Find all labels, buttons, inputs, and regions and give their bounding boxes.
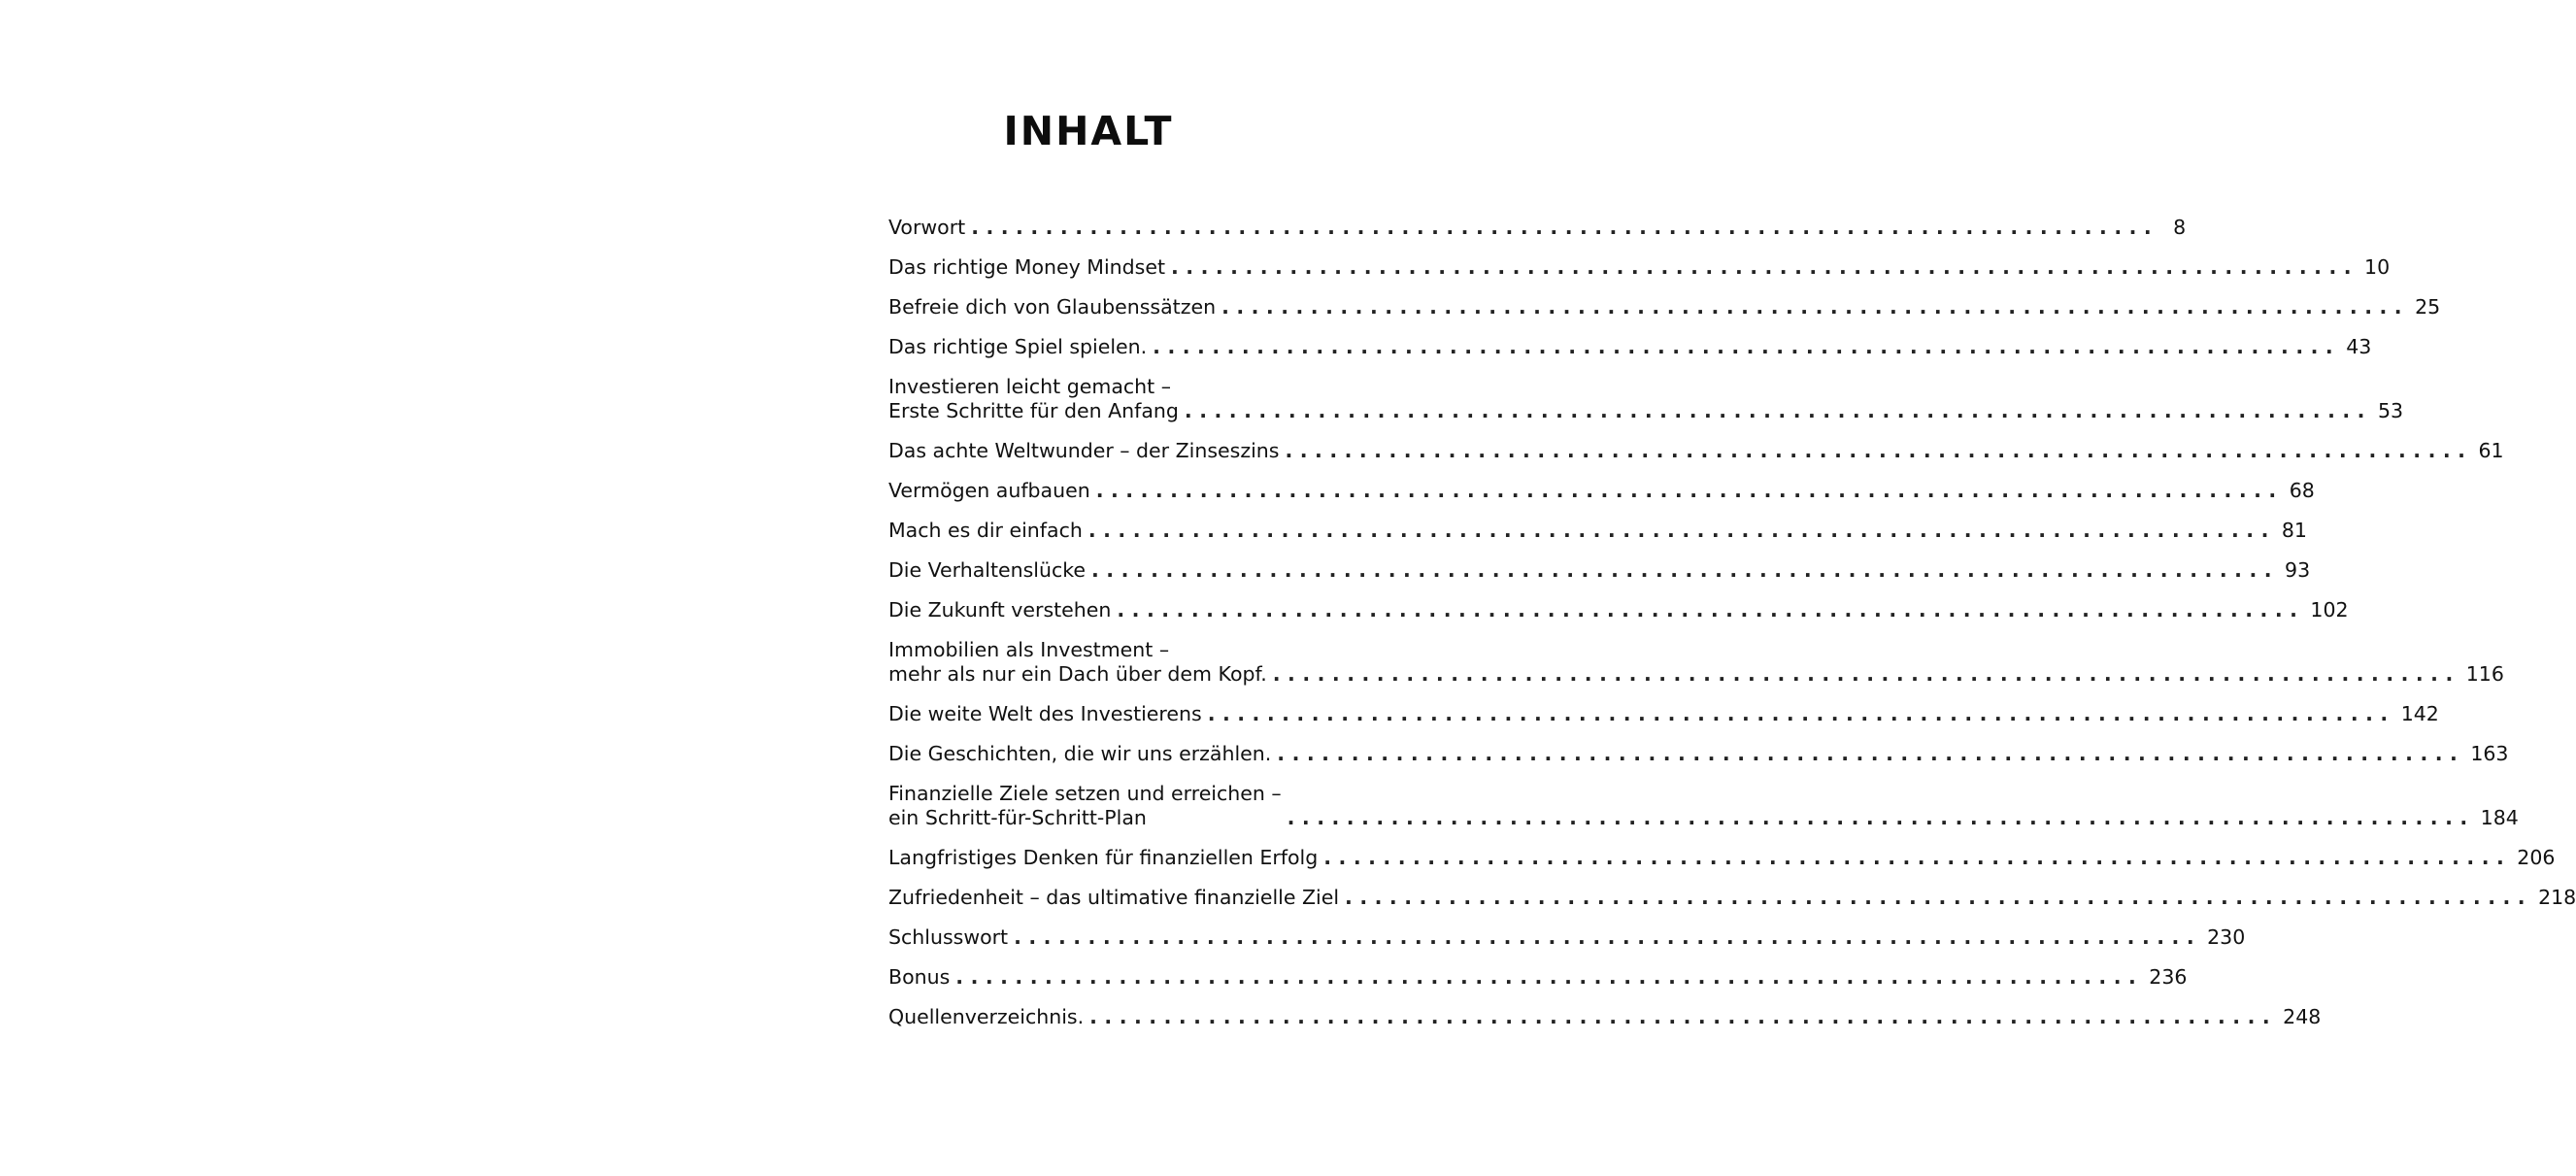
- toc-entry-title-line: Quellenverzeichnis.: [888, 1005, 1085, 1028]
- toc-entry-title-line: ein Schritt-für-Schritt-Plan: [888, 806, 1147, 829]
- toc-entry-page-number: 53: [2377, 399, 2404, 422]
- dot-leader: ................................................................................: [1221, 295, 2410, 319]
- dot-leader: ................................................................................: [1091, 558, 2280, 582]
- dot-leader: ................................................................................: [1117, 598, 2305, 622]
- dot-leader: ................................................................................: [971, 216, 2159, 239]
- toc-entry[interactable]: [888, 255, 2391, 280]
- toc-entry-title: [888, 638, 1267, 687]
- toc-entry[interactable]: [888, 479, 2315, 503]
- toc-entry[interactable]: [888, 742, 2509, 766]
- toc-entry-title: [888, 846, 1318, 870]
- dot-leader: ................................................................................: [1171, 255, 2359, 279]
- table-of-contents: [888, 216, 2576, 1045]
- toc-entry-title: [888, 558, 1086, 583]
- dot-leader: ................................................................................: [1323, 846, 2512, 869]
- toc-entry-title: [888, 702, 1202, 726]
- toc-entry-title-line: Finanzielle Ziele setzen und erreichen –: [888, 782, 1282, 805]
- toc-entry-page-number: 163: [2470, 742, 2509, 765]
- toc-entry-title: [888, 742, 1271, 766]
- toc-entry-title-line: Investieren leicht gemacht –: [888, 375, 1171, 398]
- toc-entry-page-number: 248: [2283, 1005, 2322, 1028]
- dot-leader: ................................................................................: [1287, 806, 2475, 829]
- toc-entry-title: [888, 335, 1147, 359]
- toc-entry-title: [888, 886, 1339, 910]
- toc-entry[interactable]: [888, 335, 2372, 359]
- toc-entry-title-line: Mach es dir einfach: [888, 519, 1083, 542]
- toc-entry[interactable]: [888, 519, 2307, 543]
- toc-entry-title: [888, 782, 1282, 830]
- toc-entry[interactable]: [888, 558, 2311, 583]
- toc-entry-title-line: Die weite Welt des Investierens: [888, 702, 1202, 725]
- toc-entry-title-line: Bonus: [888, 965, 951, 989]
- left-page-blank: [0, 0, 780, 1176]
- toc-entry-title-line: mehr als nur ein Dach über dem Kopf.: [888, 662, 1267, 686]
- dot-leader: ................................................................................: [1087, 519, 2276, 542]
- toc-entry-title-line: Die Verhaltenslücke: [888, 558, 1087, 582]
- toc-entry-title-line: Schlusswort: [888, 925, 1009, 949]
- dot-leader: ................................................................................: [955, 965, 2144, 989]
- toc-entry-title-line: Zufriedenheit – das ultimative finanzielle Ziel: [888, 886, 1340, 909]
- toc-entry-page-number: 8: [2173, 216, 2187, 239]
- toc-entry[interactable]: [888, 295, 2441, 319]
- toc-entry[interactable]: [888, 598, 2349, 622]
- dot-leader: ................................................................................: [1089, 1005, 2278, 1028]
- dot-leader: ................................................................................: [1345, 886, 2533, 909]
- toc-entry-page-number: 81: [2281, 519, 2307, 542]
- toc-entry[interactable]: [888, 702, 2439, 726]
- toc-entry-title-line: Die Zukunft verstehen: [888, 598, 1112, 622]
- right-page: [780, 0, 2576, 1176]
- toc-entry-title: [888, 519, 1083, 543]
- toc-entry-title: [888, 479, 1090, 503]
- toc-entry-title: [888, 216, 965, 240]
- dot-leader: ................................................................................: [1285, 439, 2473, 462]
- toc-entry-page-number: 116: [2465, 662, 2504, 686]
- toc-heading: INHALT: [1003, 108, 1174, 154]
- toc-entry[interactable]: [888, 216, 2187, 240]
- toc-entry-page-number: 68: [2289, 479, 2315, 502]
- toc-entry-title-line: Das richtige Money Mindset: [888, 255, 1166, 279]
- toc-entry[interactable]: [888, 925, 2246, 950]
- toc-entry-page-number: 10: [2364, 255, 2391, 279]
- toc-entry[interactable]: [888, 638, 2504, 687]
- toc-entry-title-line: Befreie dich von Glaubenssätzen: [888, 295, 1217, 319]
- toc-entry-title-line: Das richtige Spiel spielen.: [888, 335, 1148, 358]
- toc-entry-page-number: 218: [2538, 886, 2576, 909]
- toc-entry[interactable]: [888, 965, 2188, 990]
- toc-entry-page-number: 184: [2480, 806, 2519, 829]
- dot-leader: ................................................................................: [1207, 702, 2395, 725]
- toc-entry[interactable]: [888, 439, 2504, 463]
- toc-entry-page-number: 25: [2415, 295, 2441, 319]
- toc-entry-page-number: 236: [2149, 965, 2188, 989]
- toc-entry-title-line: Vorwort: [888, 216, 966, 239]
- toc-entry-title-line: Langfristiges Denken für finanziellen Erfolg: [888, 846, 1319, 869]
- toc-entry[interactable]: [888, 886, 2576, 910]
- dot-leader: ................................................................................: [1184, 399, 2372, 422]
- toc-entry-title-line: Vermögen aufbauen: [888, 479, 1090, 502]
- toc-entry[interactable]: [888, 1005, 2322, 1029]
- toc-entry-title-line: Das achte Weltwunder – der Zinseszins: [888, 439, 1280, 462]
- toc-entry-title: [888, 598, 1111, 622]
- toc-entry-title: [888, 375, 1179, 423]
- toc-entry-title: [888, 965, 950, 990]
- toc-entry-title-line: Die Geschichten, die wir uns erzählen.: [888, 742, 1272, 765]
- toc-entry-title: [888, 925, 1008, 950]
- toc-entry-page-number: 93: [2285, 558, 2311, 582]
- toc-entry-page-number: 61: [2478, 439, 2504, 462]
- toc-entry[interactable]: [888, 375, 2404, 423]
- toc-entry-page-number: 43: [2346, 335, 2372, 358]
- toc-entry-page-number: 230: [2207, 925, 2246, 949]
- toc-entry-page-number: 142: [2400, 702, 2439, 725]
- toc-entry-title: [888, 295, 1216, 319]
- dot-leader: ................................................................................: [1277, 742, 2465, 765]
- toc-entry-title: [888, 255, 1165, 280]
- dot-leader: ................................................................................: [1095, 479, 2284, 502]
- dot-leader: ................................................................................: [1153, 335, 2341, 358]
- toc-entry-title-line: Erste Schritte für den Anfang: [888, 399, 1179, 422]
- dot-leader: ................................................................................: [1014, 925, 2202, 949]
- toc-entry-title: [888, 439, 1279, 463]
- toc-entry-page-number: 206: [2517, 846, 2556, 869]
- toc-entry-title: [888, 1005, 1084, 1029]
- toc-entry[interactable]: [888, 782, 2519, 830]
- toc-entry-page-number: 102: [2310, 598, 2349, 622]
- dot-leader: ................................................................................: [1272, 662, 2460, 686]
- toc-entry[interactable]: [888, 846, 2556, 870]
- toc-entry-title-line: Immobilien als Investment –: [888, 638, 1170, 661]
